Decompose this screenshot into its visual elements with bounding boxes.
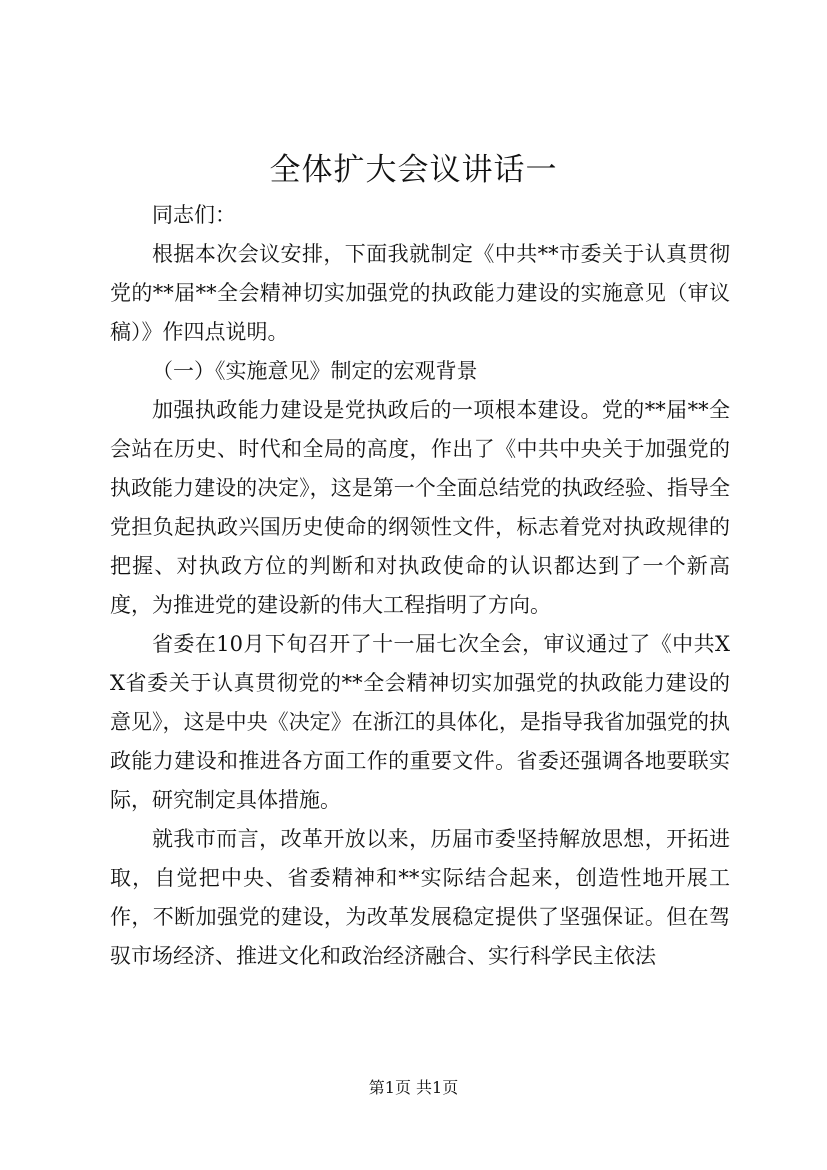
document-body (110, 196, 730, 976)
paragraph: 加强执政能力建设是党执政后的一项根本建设。党的**届**全会站在历史、时代和全局的高度，作出了《中共中央关于加强党的执政能力建设的决定》，这是第一个全面总结党的执政经验、指导全党担负起执政兴国历史使命的纲领性文件，标志着党对执政规律的把握、对执政方位的判断和对执政使命的认识都达到了一个新高度，为推进党的建设新的伟大工程指明了方向。 (110, 398, 730, 617)
paragraph-intro: 根据本次会议安排，下面我就制定《中共**市委关于认真贯彻党的**届**全会精神切实加强党的执政能力建设的实施意见（审议稿）》作四点说明。 (110, 242, 730, 344)
section-heading: （一）《实施意见》制定的宏观背景 (152, 359, 478, 383)
page-number-footer: 第1页 共1页 (368, 1078, 459, 1097)
document-title: 全体扩大会议讲话一 (269, 152, 558, 188)
paragraph-salutation: 同志们： (152, 203, 236, 227)
paragraph: 省委在10月下旬召开了十一届七次全会，审议通过了《中共XX省委关于认真贯彻党的**全会精神切实加强党的执政能力建设的意见》，这是中央《决定》在浙江的具体化，是指导我省加强党的执政能力建设和推进各方面工作的重要文件。省委还强调各地要联实际，研究制定具体措施。 (110, 632, 730, 812)
paragraph: 就我市而言，改革开放以来，历届市委坚持解放思想，开拓进取，自觉把中央、省委精神和**实际结合起来，创造性地开展工作，不断加强党的建设，为改革发展稳定提供了坚强保证。但在驾驭市场经济、推进文化和政治经济融合、实行科学民主依法 (110, 827, 730, 968)
